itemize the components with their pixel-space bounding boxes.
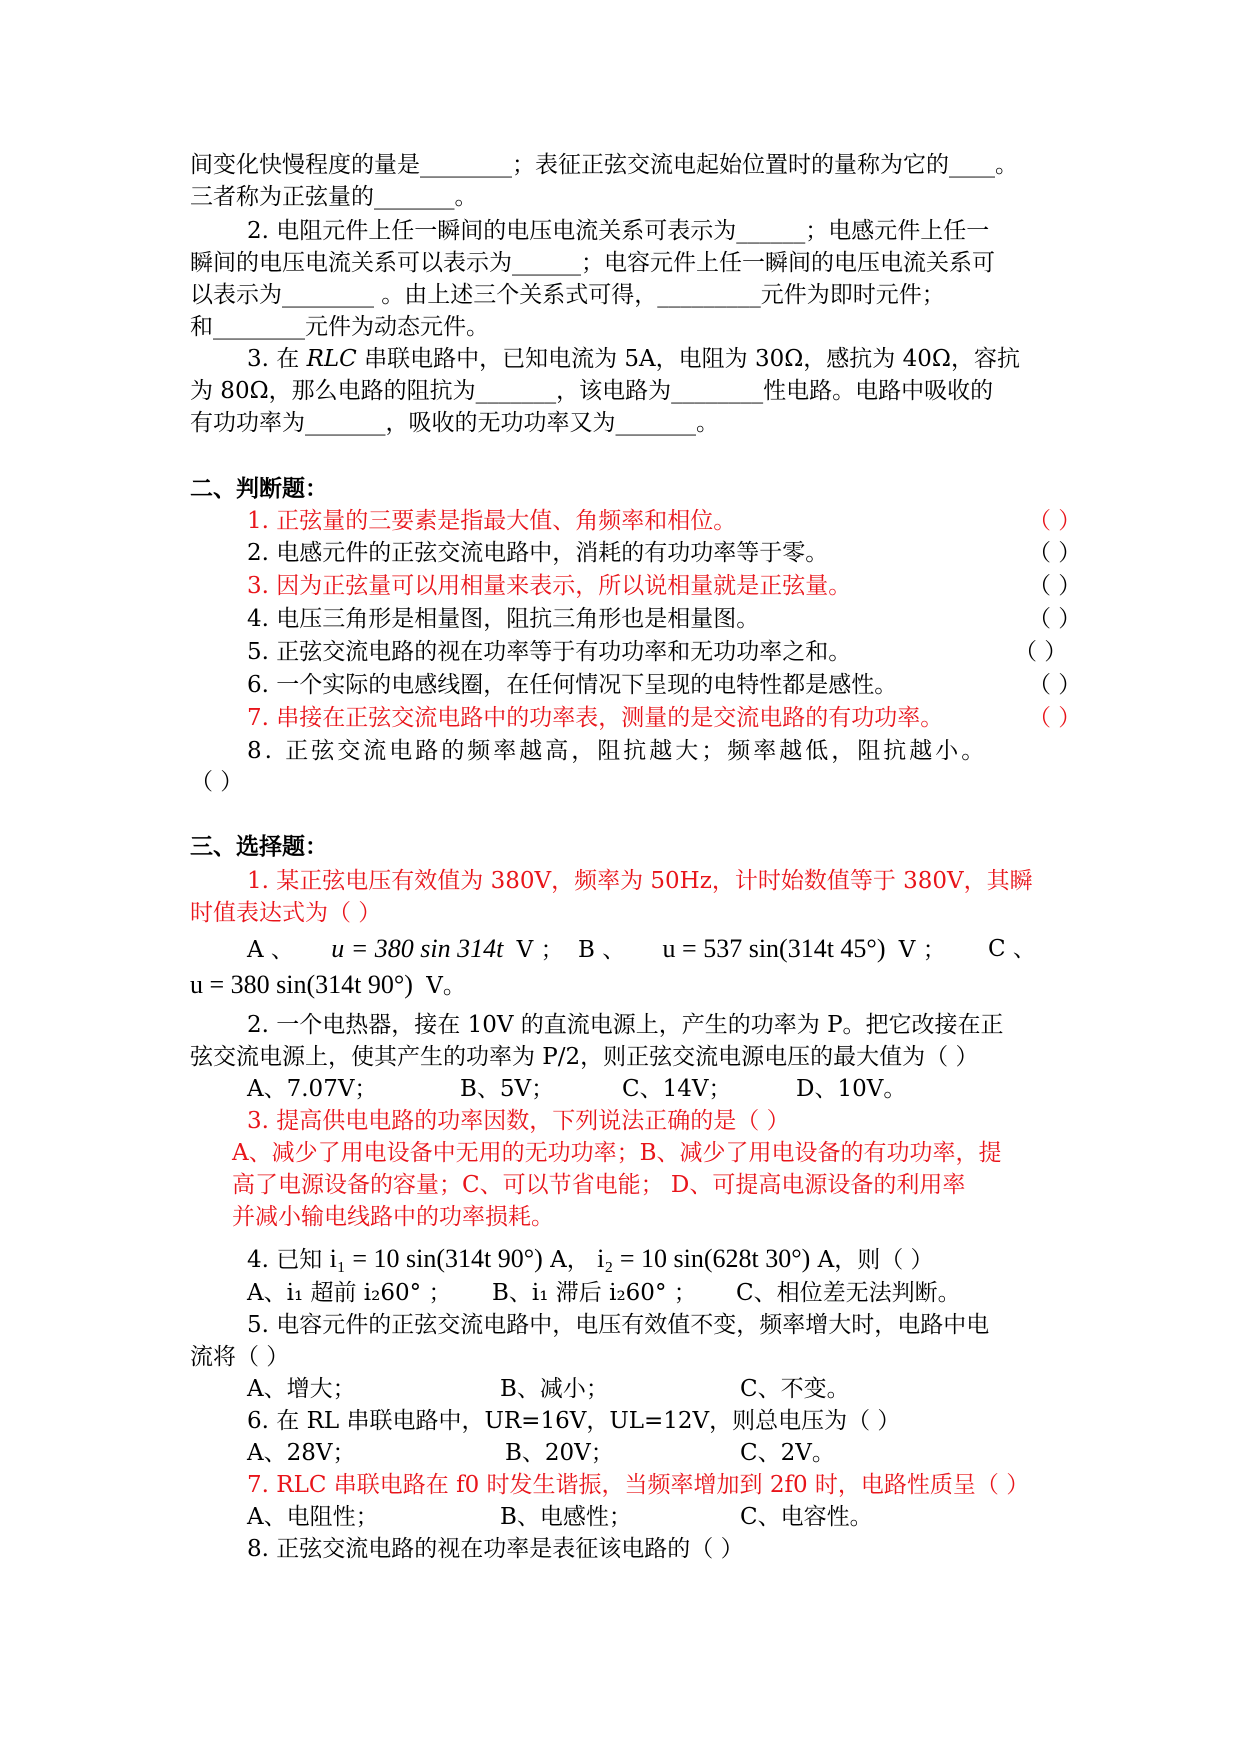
choice-q5-option-a[interactable]: A、增大； bbox=[247, 1376, 356, 1402]
choice-q3-line-1: 3. 提高供电电路的功率因数，下列说法正确的是（ ） bbox=[247, 1108, 790, 1134]
choice-q4-option-a[interactable]: A、i₁ 超前 i₂60° ； bbox=[247, 1280, 452, 1306]
judge-paren-3[interactable]: （ ） bbox=[1028, 573, 1082, 599]
choice-q1-option-c-label: C 、 bbox=[988, 936, 1036, 962]
choice-q7-option-a[interactable]: A、电阻性； bbox=[247, 1504, 379, 1530]
choice-q8-line-1: 8. 正弦交流电路的视在功率是表征该电路的（ ） bbox=[247, 1536, 744, 1562]
option-a-unit: V ； bbox=[516, 937, 564, 963]
choice-q2-option-b[interactable]: B、5V； bbox=[460, 1076, 555, 1102]
option-a-label: A 、 bbox=[247, 937, 294, 963]
judge-item-8: 8. 正弦交流电路的频率越高，阻抗越大；频率越低，阻抗越小。 bbox=[247, 738, 988, 764]
choice-q1-option-c bbox=[190, 970, 466, 1001]
fill-q3-line-2: 为 80Ω，那么电路的阻抗为_______，该电路为________性电路。电路中吸收的 bbox=[190, 378, 994, 404]
choice-q3-line-3: 高了电源设备的容量；C、可以节省电能； D、可提高电源设备的利用率 bbox=[232, 1172, 966, 1198]
choice-q7-option-b[interactable]: B、电感性； bbox=[500, 1504, 632, 1530]
option-b-label: B 、 bbox=[578, 937, 626, 963]
choice-q4-option-c[interactable]: C、相位差无法判断。 bbox=[736, 1280, 961, 1306]
fill-q3-rest: 串联电路中，已知电流为 5A，电阻为 30Ω，感抗为 40Ω，容抗 bbox=[356, 346, 1020, 372]
option-b-unit: V ； bbox=[898, 937, 946, 963]
choice-q2-line-1: 2. 一个电热器，接在 10V 的直流电源上，产生的功率为 P。把它改接在正 bbox=[247, 1012, 1004, 1038]
judge-item-3: 3. 因为正弦量可以用相量来表示，所以说相量就是正弦量。 bbox=[247, 573, 852, 599]
choice-q6-option-c[interactable]: C、2V。 bbox=[740, 1440, 835, 1466]
fill-line-1: 间变化快慢程度的量是________；表征正弦交流电起始位置时的量称为它的____。 bbox=[190, 152, 1018, 178]
choice-q4-option-b[interactable]: B、i₁ 滞后 i₂60° ； bbox=[492, 1280, 697, 1306]
judge-item-4: 4. 电压三角形是相量图，阻抗三角形也是相量图。 bbox=[247, 606, 760, 632]
choice-q5-line-2: 流将（ ） bbox=[190, 1344, 290, 1370]
choice-q2-option-c[interactable]: C、14V； bbox=[622, 1076, 732, 1102]
fill-q3-prefix: 3. 在 bbox=[247, 346, 307, 372]
q4-mid: A， bbox=[550, 1247, 590, 1273]
fill-q2-line-4: 和________元件为动态元件。 bbox=[190, 314, 489, 340]
choice-q1-option-a bbox=[247, 934, 564, 965]
choice-q6-option-b[interactable]: B、20V； bbox=[505, 1440, 614, 1466]
judge-paren-5[interactable]: （ ） bbox=[1014, 639, 1068, 665]
judge-paren-6[interactable]: （ ） bbox=[1028, 672, 1082, 698]
choice-q7-line-1: 7. RLC 串联电路在 f0 时发生谐振，当频率增加到 2f0 时，电路性质呈（ ） bbox=[247, 1472, 1030, 1498]
fill-q2-line-2: 瞬间的电压电流关系可以表示为______；电容元件上任一瞬间的电压电流关系可 bbox=[190, 250, 995, 276]
fill-q3-rlc: RLC bbox=[306, 346, 357, 372]
choice-q5-option-b[interactable]: B、减小； bbox=[500, 1376, 609, 1402]
choice-q2-line-2: 弦交流电源上，使其产生的功率为 P/2，则正弦交流电源电压的最大值为（ ） bbox=[190, 1044, 979, 1070]
option-c-equation: u = 380 sin(314t 90°) bbox=[190, 970, 413, 999]
fill-q2-line-1: 2. 电阻元件上任一瞬间的电压电流关系可表示为______；电感元件上任一 bbox=[247, 218, 990, 244]
fill-q3-line-1 bbox=[247, 344, 1020, 374]
judge-item-1: 1. 正弦量的三要素是指最大值、角频率和相位。 bbox=[247, 508, 737, 534]
judge-item-6: 6. 一个实际的电感线圈，在任何情况下呈现的电特性都是感性。 bbox=[247, 672, 898, 698]
choice-heading: 三、选择题： bbox=[190, 833, 328, 860]
fill-line-2: 三者称为正弦量的_______。 bbox=[190, 184, 478, 210]
option-c-unit: V。 bbox=[426, 973, 466, 999]
judge-paren-1[interactable]: （ ） bbox=[1028, 508, 1082, 534]
choice-q3-line-4: 并减小输电线路中的功率损耗。 bbox=[232, 1204, 554, 1230]
choice-q1-line-2: 时值表达式为（ ） bbox=[190, 900, 382, 926]
judge-item-5: 5. 正弦交流电路的视在功率等于有功功率和无功功率之和。 bbox=[247, 639, 852, 665]
choice-q2-option-d[interactable]: D、10V。 bbox=[796, 1076, 907, 1102]
judge-item-7: 7. 串接在正弦交流电路中的功率表，测量的是交流电路的有功功率。 bbox=[247, 705, 944, 731]
choice-q6-line-1: 6. 在 RL 串联电路中，UR=16V，UL=12V，则总电压为（ ） bbox=[247, 1408, 901, 1434]
q4-prefix: 4. 已知 bbox=[247, 1247, 323, 1273]
judge-item-2: 2. 电感元件的正弦交流电路中，消耗的有功功率等于零。 bbox=[247, 540, 829, 566]
judge-paren-8[interactable]: （ ） bbox=[190, 769, 244, 795]
choice-q5-option-c[interactable]: C、不变。 bbox=[740, 1376, 850, 1402]
judge-heading: 二、判断题： bbox=[190, 475, 328, 502]
choice-q5-line-1: 5. 电容元件的正弦交流电路中，电压有效值不变，频率增大时，电路中电 bbox=[247, 1312, 990, 1338]
choice-q4-line bbox=[247, 1244, 934, 1275]
q4-equation-1: i₁ = 10 sin(314t 90°) bbox=[329, 1244, 543, 1273]
fill-q2-line-3: 以表示为________ 。由上述三个关系式可得，_________元件为即时元件； bbox=[190, 282, 945, 308]
fill-q3-line-3: 有功功率为_______，吸收的无功功率又为_______。 bbox=[190, 410, 719, 436]
choice-q2-option-a[interactable]: A、7.07V； bbox=[247, 1076, 378, 1102]
q4-suffix: A，则（ ） bbox=[817, 1247, 934, 1273]
option-a-equation: u = 380 sin 314t bbox=[331, 934, 504, 963]
option-b-equation: u = 537 sin(314t 45°) bbox=[662, 934, 886, 963]
choice-q1-option-b bbox=[578, 934, 946, 965]
judge-paren-2[interactable]: （ ） bbox=[1028, 540, 1082, 566]
q4-equation-2: i₂ = 10 sin(628t 30°) bbox=[597, 1244, 811, 1273]
judge-paren-4[interactable]: （ ） bbox=[1028, 606, 1082, 632]
judge-paren-7[interactable]: （ ） bbox=[1028, 705, 1082, 731]
choice-q1-line-1: 1. 某正弦电压有效值为 380V，频率为 50Hz，计时始数值等于 380V，其瞬 bbox=[247, 868, 1033, 894]
choice-q6-option-a[interactable]: A、28V； bbox=[247, 1440, 356, 1466]
choice-q7-option-c[interactable]: C、电容性。 bbox=[740, 1504, 873, 1530]
choice-q3-line-2: A、减少了用电设备中无用的无功功率；B、减少了用电设备的有功功率，提 bbox=[232, 1140, 1002, 1166]
